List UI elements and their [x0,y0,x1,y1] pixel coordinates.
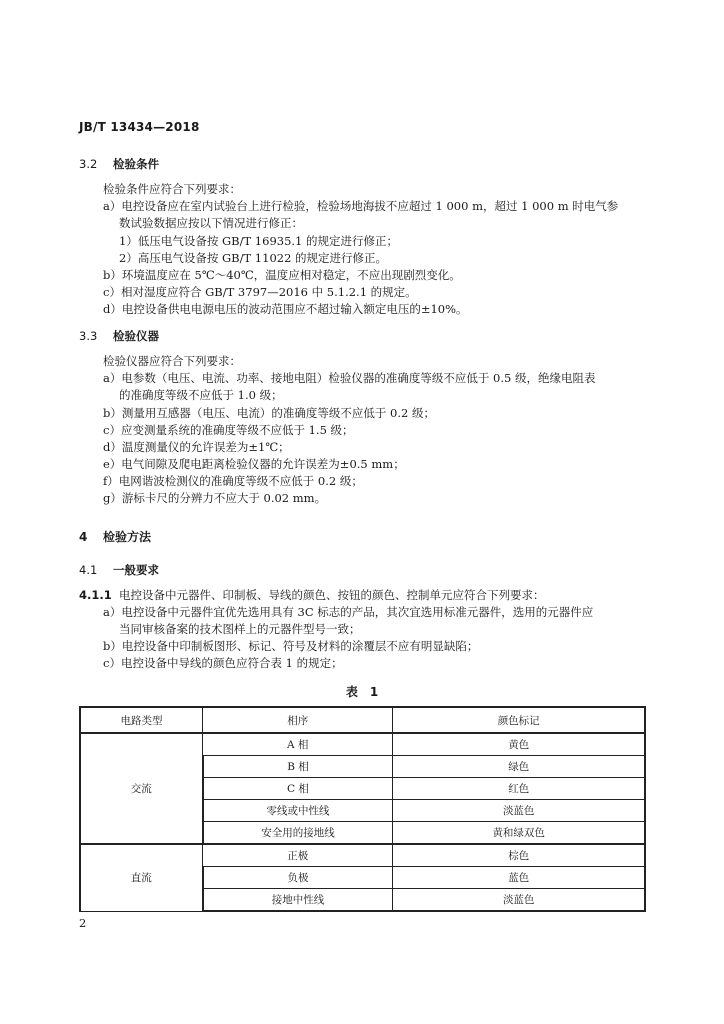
section-number: 4.1 [79,563,98,577]
phase-cell: 负极 [203,867,393,889]
wire-color-table [79,706,646,912]
section-number: 3.2 [79,157,98,171]
header-phase-sequence: 相序 [203,707,393,733]
phase-cell: B 相 [203,756,393,778]
clause-4-1-1-item-a-cont: 当同审核备案的技术图样上的元器件型号一致； [119,622,361,636]
section-3-3-intro: 检验仪器应符合下列要求： [103,354,241,368]
section-3-2-heading [79,156,159,172]
color-cell: 棕色 [393,844,645,867]
phase-cell: 正极 [203,844,393,867]
table-1-title: 表 1 [345,685,379,699]
section-3-2-item-a-cont: 数试验数据应按以下情况进行修正： [119,216,303,230]
section-title: 一般要求 [113,563,159,577]
phase-cell: 接地中性线 [203,889,393,912]
section-3-2-intro: 检验条件应符合下列要求： [103,182,241,196]
dc-group-label: 直流 [80,844,203,911]
section-title: 检验条件 [113,157,159,171]
section-3-3-item-a-cont: 的准确度等级不应低于 1.0 级； [119,388,283,402]
phase-cell: 零线或中性线 [203,800,393,822]
color-cell: 淡蓝色 [393,800,645,822]
phase-cell: 安全用的接地线 [203,822,393,845]
section-4-1-heading [79,562,159,578]
header-circuit-type: 电路类型 [80,707,203,733]
clause-4-1-1-item-b: b）电控设备中印制板图形、标记、符号及材料的涂覆层不应有明显缺陷； [103,639,479,653]
page-number: 2 [79,916,87,930]
clause-4-1-1-item-c: c）电控设备中导线的颜色应符合表 1 的规定； [103,656,343,670]
section-3-2-item-d: d）电控设备供电电源电压的波动范围应不超过输入额定电压的±10%。 [103,302,468,316]
section-number: 4 [79,530,88,544]
section-3-2-subitem-1: 1）低压电气设备按 GB/T 16935.1 的规定进行修正； [119,234,399,248]
color-cell: 绿色 [393,756,645,778]
section-3-3-item-f: f）电网谐波检测仪的准确度等级不应低于 0.2 级； [103,474,363,488]
table-row [80,844,645,867]
phase-cell: C 相 [203,778,393,800]
section-3-2-subitem-2: 2）高压电气设备按 GB/T 11022 的规定进行修正。 [119,251,388,265]
color-cell: 蓝色 [393,867,645,889]
header-color-marking: 颜色标记 [393,707,645,733]
color-cell: 红色 [393,778,645,800]
section-title: 检验方法 [103,530,152,544]
clause-4-1-1-item-a: a）电控设备中元器件宜优先选用具有 3C 标志的产品，其次宜选用标准元器件，选用的元器件应 [103,605,594,619]
table-row [80,733,645,756]
ac-group-label: 交流 [80,733,203,844]
document-number-header: JB/T 13434—2018 [79,120,200,134]
section-3-2-item-c: c）相对湿度应符合 GB/T 3797—2016 中 5.1.2.1 的规定。 [103,285,417,299]
color-cell: 黄和绿双色 [393,822,645,845]
section-3-2-item-a: a）电控设备应在室内试验台上进行检验，检验场地海拔不应超过 1 000 m，超过 1 000 m 时电气参 [103,199,619,213]
table-header-row [80,707,645,733]
section-title: 检验仪器 [113,329,159,343]
clause-4-1-1 [79,587,545,603]
phase-cell: A 相 [203,733,393,756]
color-cell: 黄色 [393,733,645,756]
clause-text: 电控设备中元器件、印制板、导线的颜色、按钮的颜色、控制单元应符合下列要求： [119,588,545,602]
section-3-3-item-c: c）应变测量系统的准确度等级不应低于 1.5 级； [103,423,354,437]
color-cell: 淡蓝色 [393,889,645,912]
clause-number: 4.1.1 [79,588,112,602]
section-3-3-item-e: e）电气间隙及爬电距离检验仪器的允许误差为±0.5 mm； [103,457,405,471]
section-3-3-item-d: d）温度测量仪的允许误差为±1℃； [103,440,290,454]
section-number: 3.3 [79,329,98,343]
section-3-2-item-b: b）环境温度应在 5℃～40℃，温度应相对稳定，不应出现剧烈变化。 [103,268,461,282]
section-4-heading [79,528,151,545]
section-3-3-heading [79,328,159,344]
section-3-3-item-g: g）游标卡尺的分辨力不应大于 0.02 mm。 [103,491,327,505]
section-3-3-item-b: b）测量用互感器（电压、电流）的准确度等级不应低于 0.2 级； [103,406,435,420]
section-3-3-item-a: a）电参数（电压、电流、功率、接地电阻）检验仪器的准确度等级不应低于 0.5 级，绝缘电阻表 [103,371,596,385]
